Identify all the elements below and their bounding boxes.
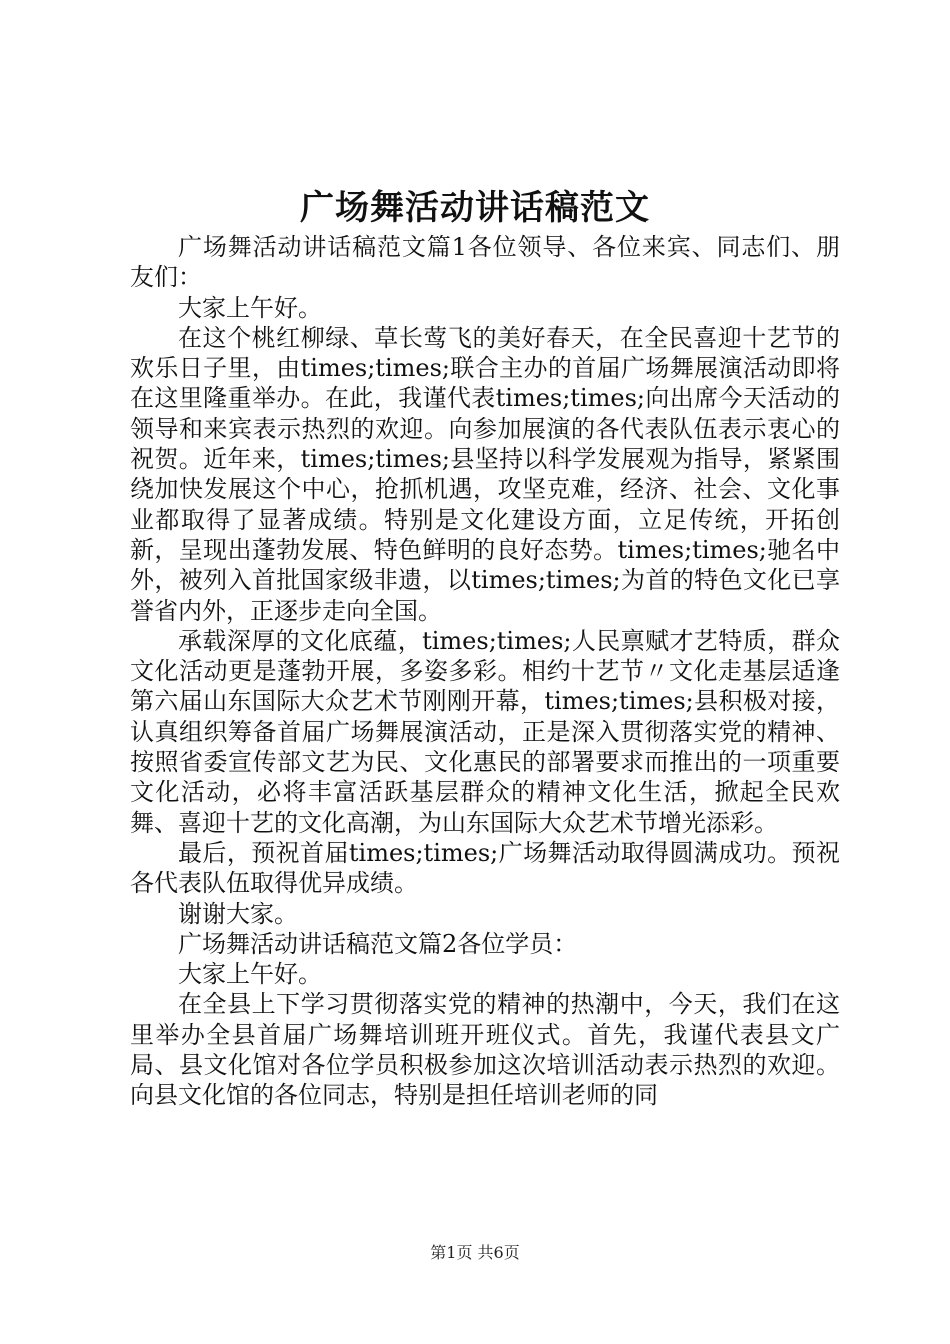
paragraph: 承载深厚的文化底蕴，times;times;人民禀赋才艺特质，群众文化活动更是蓬勃开展，多姿多彩。相约十艺节〃文化走基层适逢第六届山东国际大众艺术节刚刚开幕，times;times;县积极对接，认真组织筹备首届广场舞展演活动，正是深入贯彻落实党的精神、按照省委宣传部文艺为民、文化惠民的部署要求而推出的一项重要文化活动，必将丰富活跃基层群众的精神文化生活，掀起全民欢舞、喜迎十艺的文化高潮，为山东国际大众艺术节增光添彩。 bbox=[130, 626, 840, 837]
paragraph: 最后，预祝首届times;times;广场舞活动取得圆满成功。预祝各代表队伍取得优异成绩。 bbox=[130, 838, 840, 898]
document-title: 广场舞活动讲话稿范文 bbox=[300, 188, 650, 228]
document-body bbox=[130, 232, 840, 1111]
paragraph: 大家上午好。 bbox=[178, 960, 322, 989]
paragraph: 在全县上下学习贯彻落实党的精神的热潮中，今天，我们在这里举办全县首届广场舞培训班开班仪式。首先，我谨代表县文广局、县文化馆对各位学员积极参加这次培训活动表示热烈的欢迎。向县文化馆的各位同志，特别是担任培训老师的同 bbox=[130, 990, 840, 1110]
paragraph: 广场舞活动讲话稿范文篇1各位领导、各位来宾、同志们、朋友们： bbox=[130, 233, 840, 292]
paragraph: 谢谢大家。 bbox=[178, 899, 298, 928]
paragraph: 大家上午好。 bbox=[178, 293, 322, 322]
page-footer: 第1页 共6页 bbox=[430, 1243, 520, 1262]
paragraph: 在这个桃红柳绿、草长莺飞的美好春天，在全民喜迎十艺节的欢乐日子里，由times;times;联合主办的首届广场舞展演活动即将在这里隆重举办。在此，我谨代表times;times;向出席今天活动的领导和来宾表示热烈的欢迎。向参加展演的各代表队伍表示衷心的祝贺。近年来，times;times;县坚持以科学发展观为指导，紧紧围绕加快发展这个中心，抢抓机遇，攻坚克难，经济、社会、文化事业都取得了显著成绩。特别是文化建设方面，立足传统，开拓创新，呈现出蓬勃发展、特色鲜明的良好态势。times;times;驰名中外，被列入首批国家级非遗，以times;times;为首的特色文化已享誉省内外，正逐步走向全国。 bbox=[130, 323, 840, 625]
paragraph: 广场舞活动讲话稿范文篇2各位学员： bbox=[178, 929, 578, 958]
